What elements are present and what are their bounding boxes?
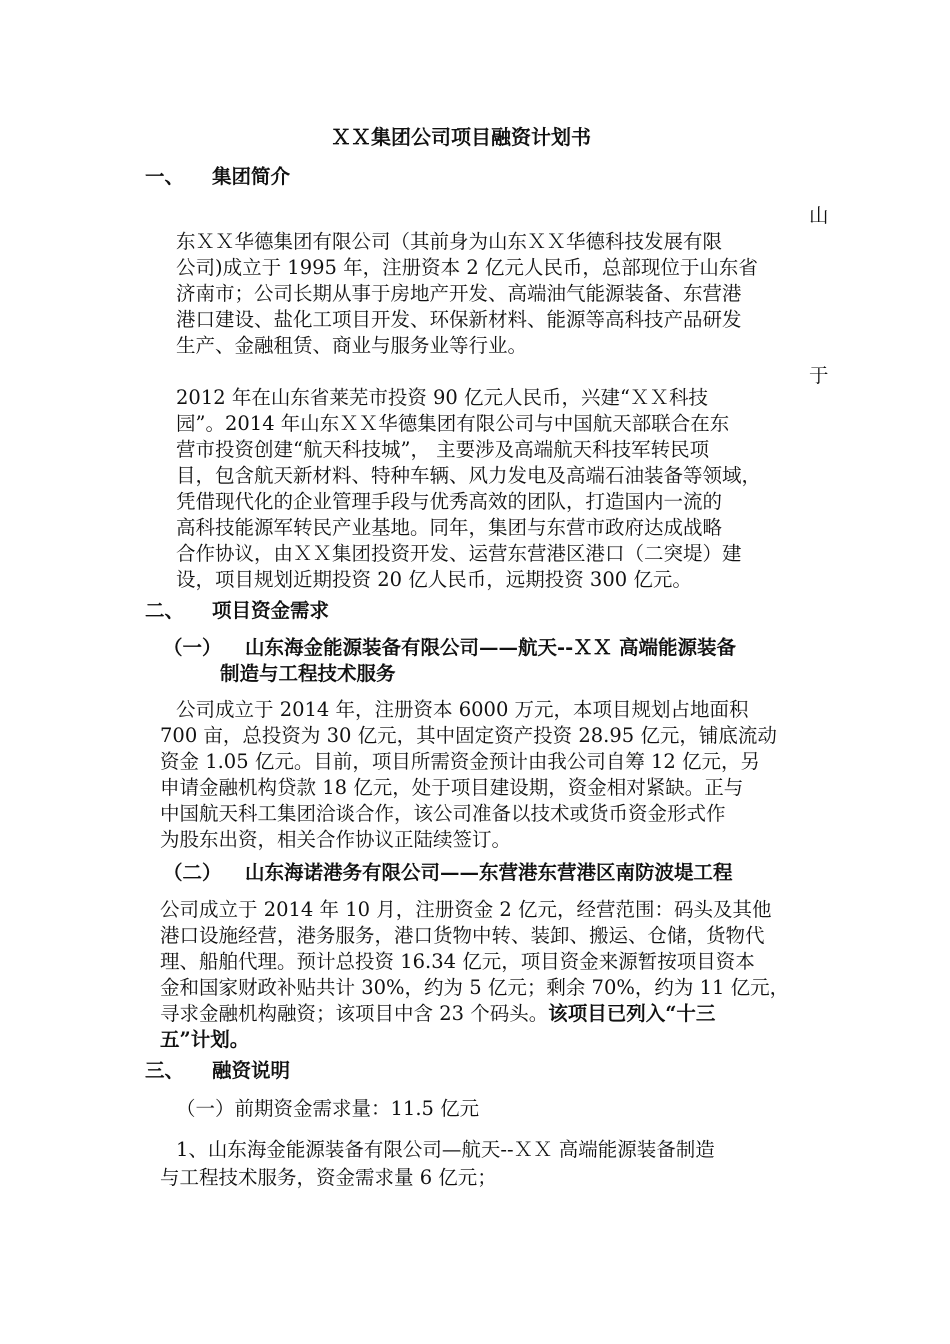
section-2-heading: 项目资金需求 (212, 599, 330, 622)
subsection-1-line: 资金 1.05 亿元。目前，项目所需资金预计由我公司自筹 12 亿元，另 (160, 750, 761, 773)
paragraph-2-line: 2012 年在山东省莱芜市投资 90 亿元人民币，兴建“ＸＸ科技 (176, 386, 709, 409)
paragraph-2-line: 凭借现代化的企业管理手段与优秀高效的团队，打造国内一流的 (176, 490, 723, 513)
paragraph-1-line: 济南市；公司长期从事于房地产开发、高端油气能源装备、东营港 (176, 282, 742, 305)
paragraph-2-line: 园”。2014 年山东ＸＸ华德集团有限公司与中国航天部联合在东 (176, 412, 730, 435)
subsection-1-line: 为股东出资，相关合作协议正陆续签订。 (160, 828, 512, 851)
paragraph-1-line: 公司)成立于 1995 年，注册资本 2 亿元人民币，总部现位于山东省 (176, 256, 758, 279)
paragraph-1-first-char: 山 (809, 204, 829, 227)
subsection-2-line-text: 寻求金融机构融资；该项目中含 23 个码头。 (160, 1002, 549, 1025)
paragraph-2-line: 高科技能源军转民产业基地。同年，集团与东营市政府达成战略 (176, 516, 723, 539)
subsection-1-heading: 山东海金能源装备有限公司——航天--ＸＸ 高端能源装备 (245, 636, 736, 659)
paragraph-1-line: 东ＸＸ华德集团有限公司（其前身为山东ＸＸ华德科技发展有限 (176, 230, 723, 253)
subsection-2-line: 公司成立于 2014 年 10 月，注册资金 2 亿元，经营范围：码头及其他 (160, 898, 772, 921)
section-1-heading: 集团简介 (212, 165, 291, 188)
paragraph-2-first-char: 于 (809, 364, 829, 387)
paragraph-1-line: 港口建设、盐化工项目开发、环保新材料、能源等高科技产品研发 (176, 308, 742, 331)
subsection-1-heading-cont: 制造与工程技术服务 (220, 662, 396, 685)
subsection-2-line (160, 1001, 715, 1027)
subsection-1-line: 中国航天科工集团洽谈合作，该公司准备以技术或货币资金形式作 (160, 802, 726, 825)
paragraph-2-line: 营市投资创建“航天科技城”， 主要涉及高端航天科技军转民项 (176, 438, 710, 461)
subsection-2-line: 金和国家财政补贴共计 30%，约为 5 亿元；剩余 70%，约为 11 亿元， (160, 976, 790, 999)
section-2-number: 二、 (145, 599, 185, 622)
section-1-number: 一、 (145, 165, 185, 188)
section-3-heading: 融资说明 (212, 1059, 291, 1082)
subsection-1-number: （一） (163, 636, 222, 659)
section-3-number: 三、 (145, 1059, 185, 1082)
subsection-2-plan-note-cont: 五”计划。 (160, 1028, 250, 1051)
paragraph-2-line: 设，项目规划近期投资 20 亿人民币，远期投资 300 亿元。 (176, 568, 692, 591)
subsection-1-line: 700 亩，总投资为 30 亿元，其中固定资产投资 28.95 亿元，铺底流动 (160, 724, 777, 747)
subsection-2-number: （二） (163, 861, 222, 884)
financing-line: 1、山东海金能源装备有限公司—航天--ＸＸ 高端能源装备制造 (176, 1138, 715, 1161)
financing-line: 与工程技术服务，资金需求量 6 亿元； (160, 1166, 497, 1189)
subsection-2-line: 理、船舶代理。预计总投资 16.34 亿元，项目资金来源暂按项目资本 (160, 950, 755, 973)
subsection-2-line: 港口设施经营，港务服务，港口货物中转、装卸、搬运、仓储，货物代 (160, 924, 765, 947)
subsection-2-plan-note: 该项目已列入“十三 (548, 1002, 716, 1025)
page-title: ＸＸ集团公司项目融资计划书 (331, 125, 591, 149)
paragraph-2-line: 合作协议，由ＸＸ集团投资开发、运营东营港区港口（二突堤）建 (176, 542, 742, 565)
paragraph-2-line: 目，包含航天新材料、特种车辆、风力发电及高端石油装备等领域， (176, 464, 762, 487)
subsection-1-line: 申请金融机构贷款 18 亿元，处于项目建设期，资金相对紧缺。正与 (160, 776, 744, 799)
subsection-2-heading: 山东海诺港务有限公司——东营港东营港区南防波堤工程 (245, 861, 733, 884)
subsection-1-line: 公司成立于 2014 年，注册资本 6000 万元，本项目规划占地面积 (176, 698, 749, 721)
paragraph-1-line: 生产、金融租赁、商业与服务业等行业。 (176, 334, 528, 357)
financing-line: （一）前期资金需求量：11.5 亿元 (176, 1097, 480, 1120)
